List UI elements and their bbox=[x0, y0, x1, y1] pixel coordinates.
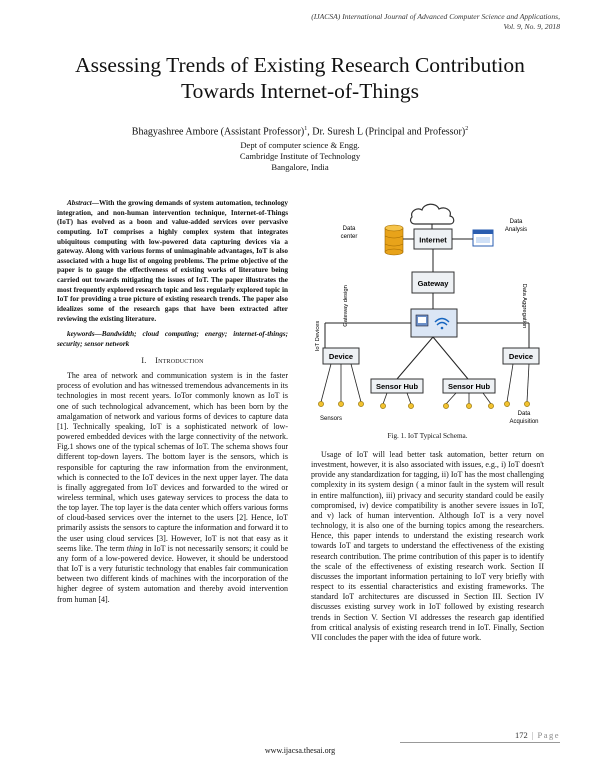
sensor-hub-2-label: Sensor Hub bbox=[447, 382, 491, 391]
affiliation-dept: Dept of computer science & Engg. bbox=[240, 140, 360, 150]
page-number-value: 172 bbox=[515, 730, 528, 740]
title-line-2: Towards Internet-of-Things bbox=[181, 79, 419, 103]
data-analysis-window-icon bbox=[473, 230, 493, 246]
section-number: I. bbox=[141, 356, 147, 366]
sensor-node-icon bbox=[443, 403, 448, 408]
journal-name: (IJACSA) International Journal of Advanced Computer Science and Applications, bbox=[311, 12, 560, 21]
journal-header bbox=[200, 12, 560, 31]
cluster-to-hub1 bbox=[397, 337, 433, 379]
right-column bbox=[311, 450, 544, 643]
sensor-node-icon bbox=[524, 401, 529, 406]
affiliation bbox=[30, 140, 570, 173]
abstract bbox=[57, 199, 288, 324]
abstract-label: Abstract bbox=[67, 199, 92, 207]
gateway-label: Gateway bbox=[417, 279, 449, 288]
sensor-node-icon bbox=[488, 403, 493, 408]
data-acquisition-label-1: Data bbox=[517, 411, 531, 417]
computer-screen bbox=[418, 317, 426, 323]
sensor-node-icon bbox=[380, 403, 385, 408]
iot-devices-label: IoT Devices bbox=[315, 320, 321, 352]
page-separator: | bbox=[531, 730, 534, 740]
cloud-icon bbox=[411, 204, 454, 224]
author-2-affil-mark: 2 bbox=[465, 126, 469, 132]
sensor-links bbox=[321, 364, 529, 404]
affiliation-city: Bangalore, India bbox=[271, 162, 329, 172]
paper-title bbox=[30, 52, 570, 104]
intro-paragraph-left bbox=[57, 371, 288, 605]
intro-paragraph-right: Usage of IoT will lead better task automation, better return on investment, however, it is also associated with issues, e.g., i) IoT doesn't provide any standardization for tagging, ii) IoT has the most challenging complexity in its system design ( a minor fault in the system will result in entire malfunction), iii) privacy and security standard could be easily compromised, iv) device compatibility is another severe issues in IoT, and v) lack of human intervention. Although IoT is a very novel technology, it is also one of the burning topics among the researchers. Hence, this paper intends to understand the existing research work towards IoT and targets to understand the effectiveness of the existing research contribution. The prime contribution of this paper is to identify the scale of the effectiveness of existing research work. Section II discusses the important information pertaining to IoT very briefly with respect to its essential characteristics and existing frameworks. The standard IoT architectures are discussed in Section III. Section IV discusses existing survey work in IoT followed by existing research trends in Section V. Section VI addresses the research gap identified from critical analysis of existing research trend in IoT. Finally, Section VII concludes the paper with the idea of future work. bbox=[311, 450, 544, 642]
abstract-text: With the growing demands of system automation, technology integration, and non-human intervention technique, Internet-of-Things (IoT) has evolved as a boon and value-added services over pervasive computing. IoT comprises a highly complex system that integrates ubiquitous computing with low-powered data capturing devices via a gateway. Along with various forms of unimaginable advantages, IoT is also associated with a huge list of ongoing problems. The prime objective of the paper is to gauge the effectiveness of existing works of literature being carried out towards mitigating the issues of IoT. The paper illustrates the most frequently explored research topic and less regularly explored topic in IoT for providing a true picture of existing research trends. The paper also idealizes some of the research gaps that have been extracted after reviewing the existing literature. bbox=[57, 199, 288, 323]
page-number bbox=[515, 730, 560, 740]
intro-text-part-2: in IoT is not necessarily sensors; it could be any form of a low-powered device. However, it should be understood that IoT is a very futuristic technology that enables fair communication between two different kinds of machines with the incorporation of the higher degree of system automation and thereby avoid intervention from human [4]. bbox=[57, 543, 289, 604]
journal-volume: Vol. 9, No. 9, 2018 bbox=[503, 21, 560, 31]
sensor-node-icon bbox=[466, 403, 471, 408]
sensor-node-icon bbox=[318, 401, 323, 406]
sensor-node-icon bbox=[504, 401, 509, 406]
section-heading-introduction bbox=[57, 356, 288, 365]
data-center-label-1: Data bbox=[342, 226, 356, 232]
data-analysis-label-2: Analysis bbox=[504, 227, 528, 233]
sensors-label: Sensors bbox=[319, 416, 343, 422]
abstract-dash: — bbox=[91, 199, 99, 207]
sensor-nodes bbox=[318, 401, 529, 408]
cluster-to-hub2 bbox=[433, 337, 468, 379]
data-aggregation-label: Data Aggregation bbox=[521, 283, 527, 329]
data-acquisition-label-2: Acquisition bbox=[509, 419, 539, 425]
intro-text-part-1: The area of network and communication system is in the faster process of evolution and has witnessed tremendous advancements in its technologies in most recent years. IoTor commonly known as IoT is one of such technological advancement, which has been born by the amalgamation of network and various forms of devices to capture data [1]. Technically speaking, IoT is a sophisticated network of low-powered embedded devices with the large connectivity of the network. Fig.1 shows one of the typical schemas of IoT. The schema shows four different top-down layers. The bottom layer is the sensors, which is responsible for capturing the raw information from the environment, which is connected to the IoT devices in the next upper layer. The data is finally aggregated from IoT devices and forwarded to the wired or wireless terminal, which uses gateway services to process the data to the top layer. The top layer is the data center which offers various forms of cloud-based services over the internet to the users [2]. Hence, IoT primarily assists the sensors to capture the information and forward it to the user using cloud services [3]. However, IoT is not that easy as it seems like. The term bbox=[57, 371, 288, 553]
footer-url: www.ijacsa.thesai.org bbox=[264, 746, 336, 755]
left-column bbox=[57, 199, 288, 605]
data-analysis-label-1: Data bbox=[509, 219, 523, 225]
footer-rule bbox=[400, 742, 560, 743]
sensor-node-icon bbox=[358, 401, 363, 406]
database-icon bbox=[385, 225, 403, 255]
device-right-label: Device bbox=[508, 352, 534, 361]
data-center-label-2: center bbox=[340, 234, 358, 240]
affiliation-institute: Cambridge Institute of Technology bbox=[239, 151, 361, 161]
internet-label: Internet bbox=[419, 235, 447, 245]
authors bbox=[30, 126, 570, 137]
sensor-node-icon bbox=[338, 401, 343, 406]
iot-schema-figure bbox=[311, 196, 544, 430]
device-left-label: Device bbox=[328, 352, 354, 361]
sensor-node-icon bbox=[408, 403, 413, 408]
title-line-1: Assessing Trends of Existing Research Contribution bbox=[75, 53, 525, 77]
author-1-affil-mark: 1 bbox=[304, 126, 308, 132]
author-2: , Dr. Suresh L (Principal and Professor) bbox=[307, 126, 466, 138]
keywords: keywords—Bandwidth; cloud computing; energy; internet-of-things; security; sensor network bbox=[57, 330, 288, 348]
intro-emphasis-thing: thing bbox=[126, 543, 144, 553]
page-word: Page bbox=[537, 730, 560, 740]
gateway-design-label: Gateway design bbox=[343, 285, 349, 327]
sensor-hub-1-label: Sensor Hub bbox=[375, 382, 419, 391]
figure-caption: Fig. 1. IoT Typical Schema. bbox=[387, 432, 468, 440]
section-title: Introduction bbox=[155, 356, 204, 366]
author-1: Bhagyashree Ambore (Assistant Professor) bbox=[131, 126, 305, 138]
